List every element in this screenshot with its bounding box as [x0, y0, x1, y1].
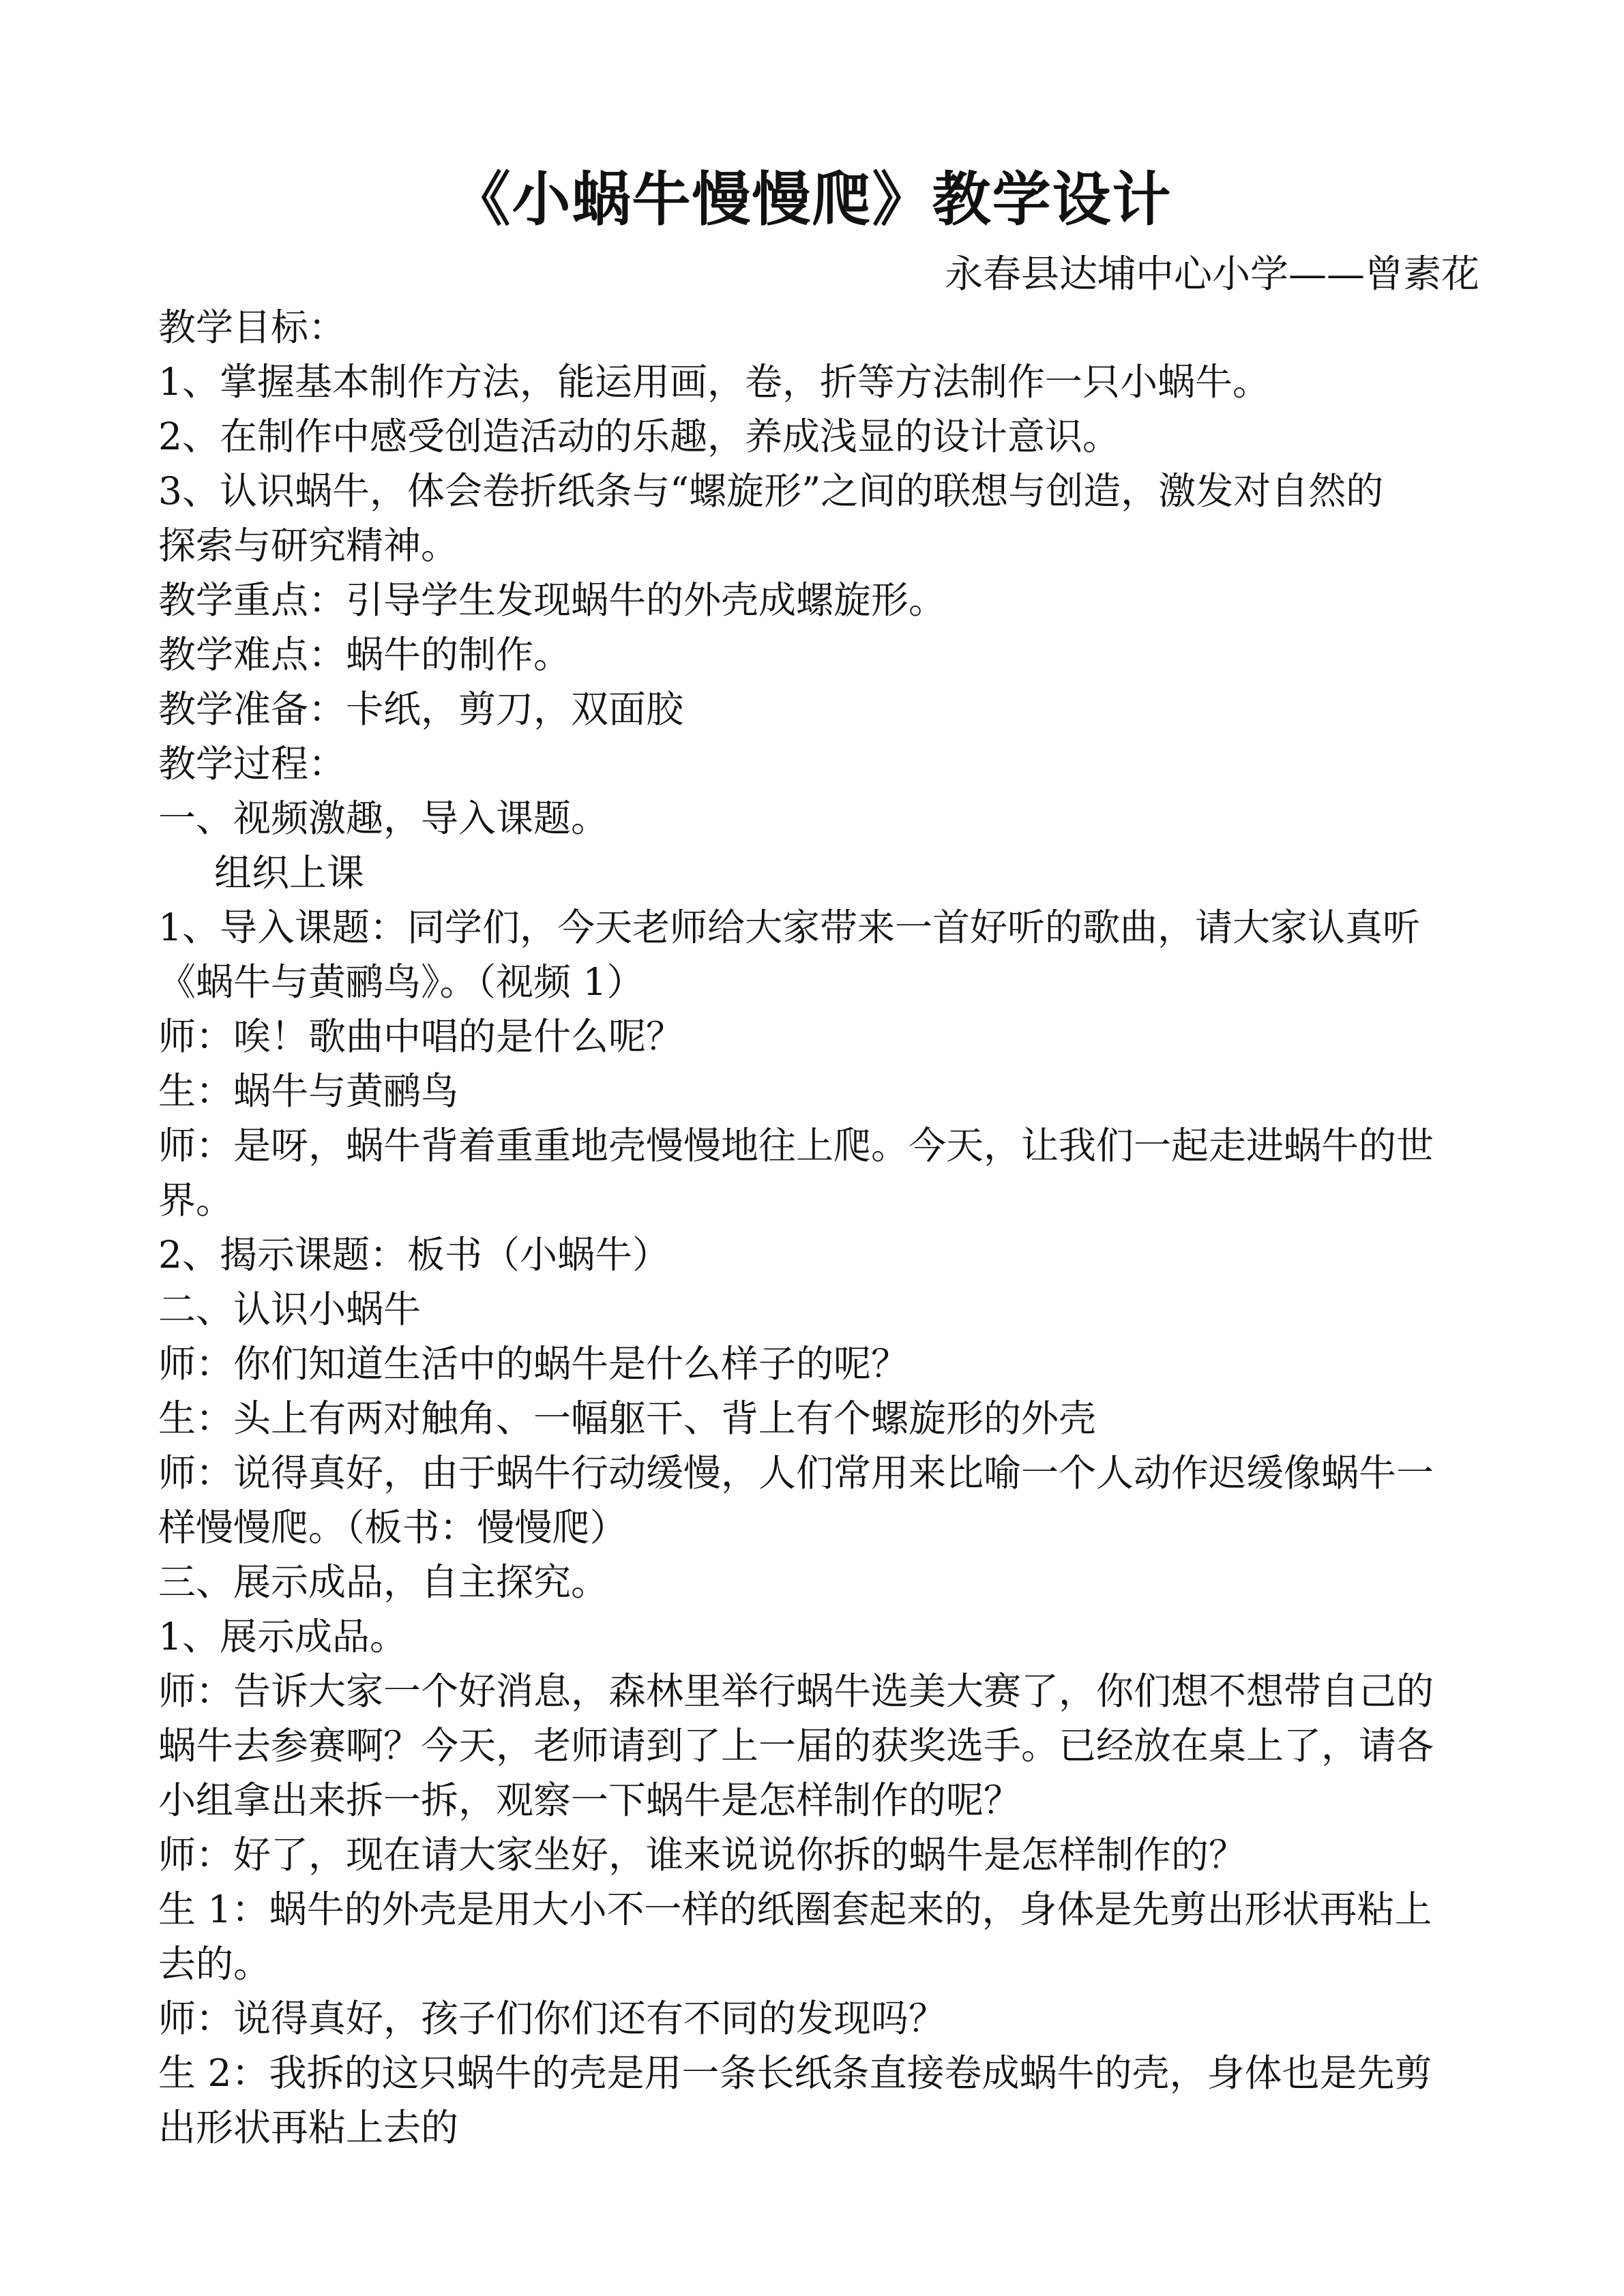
text-line: 师：唉！歌曲中唱的是什么呢？ — [158, 1015, 684, 1058]
text-line: 1、展示成品。 — [158, 1615, 407, 1658]
text-line: 小组拿出来拆一拆，观察一下蜗牛是怎样制作的呢？ — [158, 1778, 1022, 1822]
document-body — [158, 300, 1475, 2155]
text-line: 去的。 — [158, 1942, 271, 1986]
text-line: 师：说得真好，由于蜗牛行动缓慢，人们常用来比喻一个人动作迟缓像蜗牛一 — [158, 1451, 1434, 1495]
text-line: 教学目标： — [158, 305, 346, 349]
text-line: 界。 — [158, 1178, 234, 1222]
text-line: 蜗牛去参赛啊？今天，老师请到了上一届的获奖选手。已经放在桌上了，请各 — [158, 1724, 1434, 1768]
text-line: 师：好了，现在请大家坐好，谁来说说你拆的蜗牛是怎样制作的？ — [158, 1833, 1247, 1877]
text-line: 教学难点：蜗牛的制作。 — [158, 633, 572, 676]
author-line: 永春县达埔中心小学——曾素花 — [945, 252, 1479, 297]
text-line: 2、揭示课题：板书（小蜗牛） — [158, 1233, 670, 1277]
text-line: 二、认识小蜗牛 — [158, 1287, 422, 1331]
text-line: 师：你们知道生活中的蜗牛是什么样子的呢？ — [158, 1342, 909, 1386]
text-line: 生：头上有两对触角、一幅躯干、背上有个螺旋形的外壳 — [158, 1397, 1097, 1440]
text-line: 1、掌握基本制作方法，能运用画，卷，折等方法制作一只小蜗牛。 — [158, 360, 1270, 404]
text-line: 师：告诉大家一个好消息，森林里举行蜗牛选美大赛了，你们想不想带自己的 — [158, 1669, 1434, 1713]
text-line: 《蜗牛与黄鹂鸟》。（视频 1） — [158, 960, 645, 1004]
text-line: 生 1：蜗牛的外壳是用大小不一样的纸圈套起来的，身体是先剪出形状再粘上 — [158, 1888, 1432, 1931]
text-line: 生 2：我拆的这只蜗牛的壳是用一条长纸条直接卷成蜗牛的壳，身体也是先剪 — [158, 2051, 1432, 2095]
text-line: 出形状再粘上去的 — [158, 2106, 459, 2149]
text-line: 2、在制作中感受创造活动的乐趣，养成浅显的设计意识。 — [158, 415, 1120, 458]
text-line: 3、认识蜗牛，体会卷折纸条与“螺旋形”之间的联想与创造，激发对自然的 — [158, 469, 1384, 513]
text-line: 教学过程： — [158, 742, 346, 786]
text-line: 探索与研究精神。 — [158, 524, 459, 567]
text-line: 1、导入课题：同学们，今天老师给大家带来一首好听的歌曲，请大家认真听 — [158, 906, 1420, 949]
text-line: 生：蜗牛与黄鹂鸟 — [158, 1069, 459, 1113]
document-title: 《小蜗牛慢慢爬》教学设计 — [452, 165, 1172, 234]
text-line: 一、视频激趣，导入课题。 — [158, 796, 609, 840]
text-line: 师：说得真好，孩子们你们还有不同的发现吗？ — [158, 1997, 947, 2040]
text-line: 教学重点：引导学生发现蜗牛的外壳成螺旋形。 — [158, 578, 947, 622]
text-line: 组织上课 — [214, 851, 365, 895]
text-line: 师：是呀，蜗牛背着重重地壳慢慢地往上爬。今天，让我们一起走进蜗牛的世 — [158, 1124, 1434, 1167]
text-line: 样慢慢爬。（板书：慢慢爬） — [158, 1506, 628, 1549]
text-line: 教学准备：卡纸，剪刀，双面胶 — [158, 687, 684, 731]
text-line: 三、展示成品，自主探究。 — [158, 1560, 609, 1604]
